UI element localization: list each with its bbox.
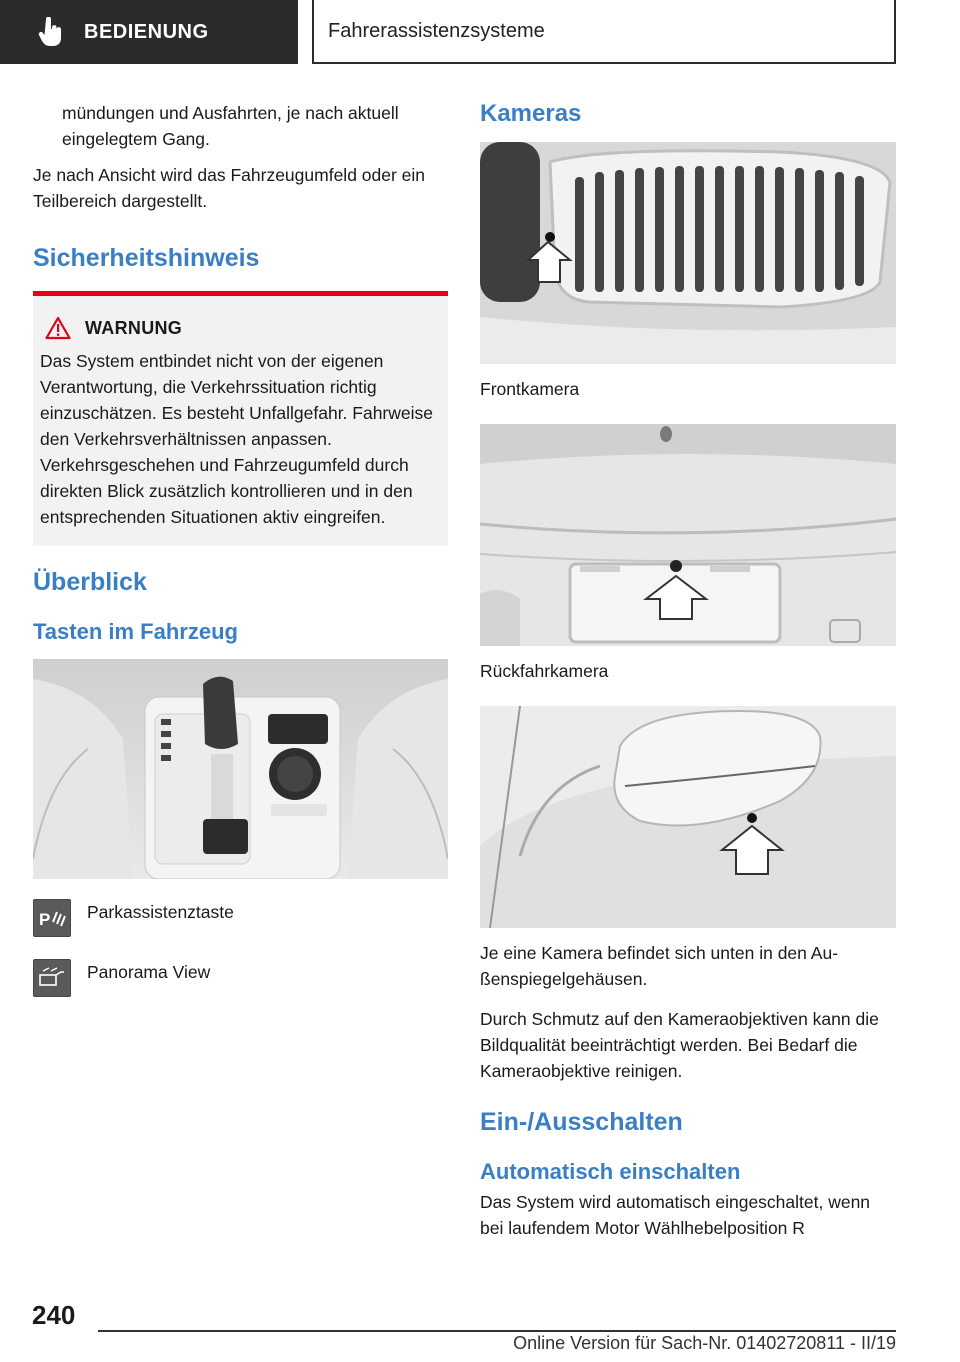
park-assist-icon: [33, 899, 71, 937]
warning-box: [33, 296, 448, 546]
front-camera-image: [480, 142, 896, 364]
page-number: 240: [32, 1300, 76, 1330]
button-item-park-assist: [33, 899, 448, 959]
footer-rule: [98, 1330, 896, 1332]
mirror-camera-image: [480, 706, 896, 928]
mirror-text: Je eine Kamera befindet sich unten in den Außenspiegelgehäusen.: [480, 943, 839, 989]
front-camera-caption: Frontkamera: [480, 379, 580, 399]
panorama-view-icon: [33, 959, 71, 997]
warning-triangle-icon: [45, 316, 71, 340]
button-label-panorama: Panorama View: [87, 962, 211, 982]
chapter-box: [312, 0, 896, 64]
center-console-image: [33, 659, 448, 879]
right-column: [480, 100, 896, 1241]
auto-heading: Automatisch einschalten: [480, 1159, 741, 1184]
warning-title: WARNUNG: [85, 317, 183, 338]
intro-paragraph: Je nach Ansicht wird das Fahrzeugumfeld oder ein Teilbereich dargestellt.: [33, 165, 426, 211]
auto-text: Das System wird automatisch eingeschaltet, wenn bei laufendem Motor Wählhebelposition R: [480, 1192, 871, 1238]
rear-camera-image: [480, 424, 896, 646]
cameras-heading: Kameras: [480, 100, 582, 127]
online-version-text: Online Version für Sach-Nr. 01402720811 - II/19: [513, 1333, 896, 1353]
hand-pointer-icon: [38, 17, 64, 47]
section-tab: [0, 0, 298, 64]
buttons-heading: Tasten im Fahrzeug: [33, 619, 238, 644]
button-item-panorama: [33, 959, 448, 1019]
section-title: BEDIENUNG: [84, 20, 209, 43]
dirt-text: Durch Schmutz auf den Kameraobjektiven kann die Bildqualität beeinträchtigt werden. Bei Bedarf die Kameraobjektive reinigen.: [480, 1009, 879, 1081]
onoff-heading: Ein-/Ausschalten: [480, 1108, 683, 1136]
button-label-park-assist: Parkassistenztaste: [87, 902, 234, 922]
rear-camera-caption: Rückfahrkamera: [480, 661, 609, 681]
warning-text: Das System entbindet nicht von der eigenen Verantwortung, die Verkehrssituation richtig einzuschätzen. Es besteht Unfallgefahr. Fahrweise den Verkehrsverhältnissen anpassen. Verkehrsgeschehen und Fahrzeugumfeld durch direkten Blick zusätzlich kontrollieren und in den entsprechenden Situationen aktiv eingreifen.: [40, 351, 433, 527]
chapter-title: Fahrerassistenzsysteme: [328, 19, 545, 42]
left-column: [33, 100, 448, 1019]
overview-heading: Überblick: [33, 568, 147, 596]
intro-indented-paragraph: mündungen und Ausfahrten, je nach aktuell eingelegtem Gang.: [62, 103, 399, 149]
svg-text:P: P: [39, 910, 51, 929]
safety-heading: Sicherheitshinweis: [33, 244, 260, 272]
